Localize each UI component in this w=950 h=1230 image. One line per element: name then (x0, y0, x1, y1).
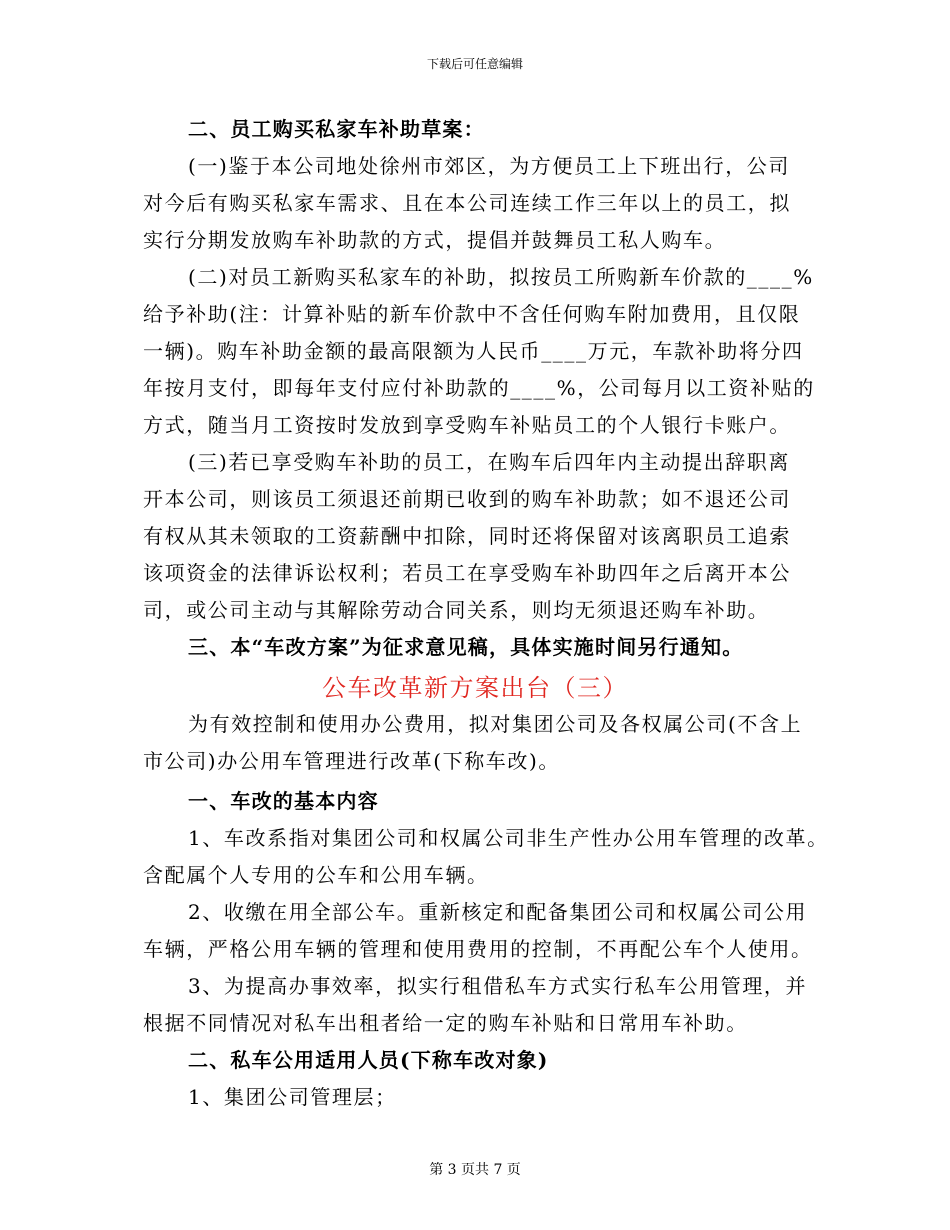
paragraph-line: 实行分期发放购车补助款的方式，提倡并鼓舞员工私人购车。 (143, 228, 727, 252)
paragraph-line: 给予补助(注：计算补贴的新车价款中不含任何购车附加费用，且仅限 (143, 302, 801, 326)
paragraph-line: (三)若已享受购车补助的员工，在购车后四年内主动提出辞职离 (188, 450, 791, 474)
paragraph-line: 含配属个人专用的公车和公用车辆。 (143, 863, 489, 887)
paragraph-line: 方式，随当月工资按时发放到享受购车补贴员工的个人银行卡账户。 (143, 413, 791, 437)
document-title: 公车改革新方案出台（三） (322, 674, 628, 702)
paragraph-line: 年按月支付，即每年支付应付补助款的____%，公司每月以工资补贴的 (143, 376, 815, 400)
paragraph-line: 1、集团公司管理层； (188, 1085, 397, 1109)
paragraph-line: 司，或公司主动与其解除劳动合同关系，则均无须退还购车补助。 (143, 598, 770, 622)
paragraph-line: (二)对员工新购买私家车的补助，拟按员工所购新车价款的____% (188, 265, 814, 289)
page-footer-number: 第 3 页共 7 页 (429, 1162, 521, 1178)
paragraph-line: 2、收缴在用全部公车。重新核定和配备集团公司和权属公司公用 (188, 900, 808, 924)
section-heading: 二、员工购买私家车补助草案： (188, 117, 485, 141)
paragraph-line: 一辆)。购车补助金额的最高限额为人民币____万元，车款补助将分四 (143, 339, 804, 363)
section-heading: 二、私车公用适用人员(下称车改对象) (188, 1048, 549, 1072)
paragraph-line: 车辆，严格公用车辆的管理和使用费用的控制，不再配公车个人使用。 (143, 937, 813, 961)
paragraph-line: 为有效控制和使用办公费用，拟对集团公司及各权属公司(不含上 (188, 712, 803, 736)
paragraph-line: 根据不同情况对私车出租者给一定的购车补贴和日常用车补助。 (143, 1011, 748, 1035)
paragraph-line: (一)鉴于本公司地处徐州市郊区，为方便员工上下班出行，公司 (188, 154, 791, 178)
page-header-note: 下载后可任意编辑 (426, 57, 523, 71)
paragraph-line: 1、车改系指对集团公司和权属公司非生产性办公用车管理的改革。 (188, 826, 829, 850)
section-heading: 一、车改的基本内容 (188, 789, 379, 813)
section-heading: 三、本“车改方案”为征求意见稿，具体实施时间另行通知。 (188, 635, 744, 659)
paragraph-line: 3、为提高办事效率，拟实行租借私车方式实行私车公用管理，并 (188, 974, 808, 998)
paragraph-line: 开本公司，则该员工须退还前期已收到的购车补助款；如不退还公司 (143, 487, 791, 511)
paragraph-line: 有权从其未领取的工资薪酬中扣除，同时还将保留对该离职员工追索 (143, 524, 791, 548)
paragraph-line: 对今后有购买私家车需求、且在本公司连续工作三年以上的员工，拟 (143, 191, 791, 215)
paragraph-line: 市公司)办公用车管理进行改革(下称车改)。 (143, 749, 561, 773)
paragraph-line: 该项资金的法律诉讼权利；若员工在享受购车补助四年之后离开本公 (143, 561, 791, 585)
